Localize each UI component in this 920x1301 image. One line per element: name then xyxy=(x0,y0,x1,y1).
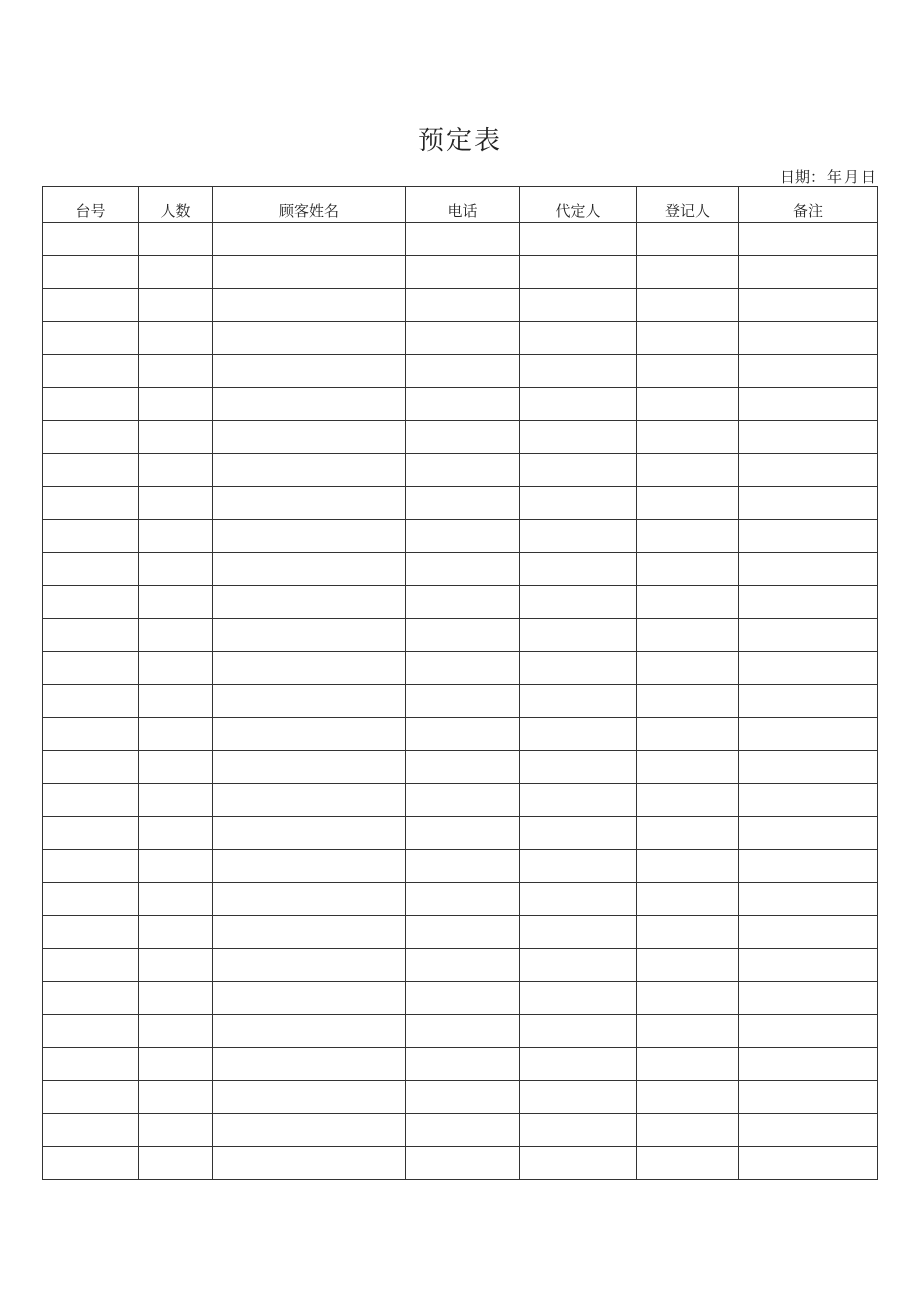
booked-by-cell[interactable] xyxy=(520,718,637,751)
table-number-cell[interactable] xyxy=(43,982,139,1015)
booked-by-cell[interactable] xyxy=(520,388,637,421)
phone-cell[interactable] xyxy=(406,355,520,388)
table-number-cell[interactable] xyxy=(43,1081,139,1114)
column-header-remarks: 备注 xyxy=(739,187,878,223)
remarks-cell[interactable] xyxy=(739,586,878,619)
registered-by-cell[interactable] xyxy=(637,355,739,388)
customer-name-cell[interactable] xyxy=(213,1015,406,1048)
party-size-cell[interactable] xyxy=(139,685,213,718)
party-size-cell[interactable] xyxy=(139,1147,213,1180)
remarks-cell[interactable] xyxy=(739,454,878,487)
table-row xyxy=(43,256,878,289)
phone-cell[interactable] xyxy=(406,1081,520,1114)
remarks-cell[interactable] xyxy=(739,685,878,718)
registered-by-cell[interactable] xyxy=(637,256,739,289)
table-number-cell[interactable] xyxy=(43,553,139,586)
customer-name-cell[interactable] xyxy=(213,982,406,1015)
party-size-cell[interactable] xyxy=(139,322,213,355)
registered-by-cell[interactable] xyxy=(637,916,739,949)
table-number-cell[interactable] xyxy=(43,520,139,553)
party-size-cell[interactable] xyxy=(139,487,213,520)
remarks-cell[interactable] xyxy=(739,256,878,289)
table-number-cell[interactable] xyxy=(43,487,139,520)
table-number-cell[interactable] xyxy=(43,388,139,421)
table-row xyxy=(43,652,878,685)
phone-cell[interactable] xyxy=(406,1048,520,1081)
phone-cell[interactable] xyxy=(406,718,520,751)
table-row xyxy=(43,949,878,982)
table-row xyxy=(43,289,878,322)
remarks-cell[interactable] xyxy=(739,652,878,685)
customer-name-cell[interactable] xyxy=(213,1114,406,1147)
table-header-row xyxy=(43,187,878,223)
remarks-cell[interactable] xyxy=(739,850,878,883)
registered-by-cell[interactable] xyxy=(637,421,739,454)
phone-cell[interactable] xyxy=(406,1114,520,1147)
booked-by-cell[interactable] xyxy=(520,487,637,520)
column-header-table-number: 台号 xyxy=(43,187,139,223)
registered-by-cell[interactable] xyxy=(637,223,739,256)
party-size-cell[interactable] xyxy=(139,1048,213,1081)
booked-by-cell[interactable] xyxy=(520,1081,637,1114)
remarks-cell[interactable] xyxy=(739,355,878,388)
phone-cell[interactable] xyxy=(406,652,520,685)
phone-cell[interactable] xyxy=(406,883,520,916)
phone-cell[interactable] xyxy=(406,454,520,487)
booked-by-cell[interactable] xyxy=(520,421,637,454)
registered-by-cell[interactable] xyxy=(637,487,739,520)
column-header-customer-name: 顾客姓名 xyxy=(213,187,406,223)
customer-name-cell[interactable] xyxy=(213,1081,406,1114)
table-row xyxy=(43,982,878,1015)
remarks-cell[interactable] xyxy=(739,487,878,520)
party-size-cell[interactable] xyxy=(139,817,213,850)
remarks-cell[interactable] xyxy=(739,1048,878,1081)
column-header-registered-by: 登记人 xyxy=(637,187,739,223)
table-row xyxy=(43,322,878,355)
remarks-cell[interactable] xyxy=(739,718,878,751)
registered-by-cell[interactable] xyxy=(637,718,739,751)
table-row xyxy=(43,421,878,454)
booked-by-cell[interactable] xyxy=(520,289,637,322)
party-size-cell[interactable] xyxy=(139,751,213,784)
party-size-cell[interactable] xyxy=(139,1114,213,1147)
date-year-label: 年 xyxy=(826,168,842,186)
reservation-table xyxy=(42,186,878,1180)
table-row xyxy=(43,1081,878,1114)
phone-cell[interactable] xyxy=(406,949,520,982)
remarks-cell[interactable] xyxy=(739,916,878,949)
remarks-cell[interactable] xyxy=(739,784,878,817)
phone-cell[interactable] xyxy=(406,817,520,850)
customer-name-cell[interactable] xyxy=(213,256,406,289)
table-row xyxy=(43,718,878,751)
remarks-cell[interactable] xyxy=(739,322,878,355)
customer-name-cell[interactable] xyxy=(213,289,406,322)
party-size-cell[interactable] xyxy=(139,421,213,454)
phone-cell[interactable] xyxy=(406,289,520,322)
table-number-cell[interactable] xyxy=(43,718,139,751)
party-size-cell[interactable] xyxy=(139,586,213,619)
customer-name-cell[interactable] xyxy=(213,685,406,718)
phone-cell[interactable] xyxy=(406,784,520,817)
party-size-cell[interactable] xyxy=(139,982,213,1015)
phone-cell[interactable] xyxy=(406,751,520,784)
table-number-cell[interactable] xyxy=(43,850,139,883)
phone-cell[interactable] xyxy=(406,553,520,586)
registered-by-cell[interactable] xyxy=(637,652,739,685)
customer-name-cell[interactable] xyxy=(213,916,406,949)
party-size-cell[interactable] xyxy=(139,619,213,652)
phone-cell[interactable] xyxy=(406,916,520,949)
party-size-cell[interactable] xyxy=(139,916,213,949)
table-number-cell[interactable] xyxy=(43,256,139,289)
phone-cell[interactable] xyxy=(406,685,520,718)
registered-by-cell[interactable] xyxy=(637,1081,739,1114)
remarks-cell[interactable] xyxy=(739,1015,878,1048)
registered-by-cell[interactable] xyxy=(637,1048,739,1081)
phone-cell[interactable] xyxy=(406,586,520,619)
registered-by-cell[interactable] xyxy=(637,883,739,916)
booked-by-cell[interactable] xyxy=(520,586,637,619)
phone-cell[interactable] xyxy=(406,619,520,652)
registered-by-cell[interactable] xyxy=(637,949,739,982)
remarks-cell[interactable] xyxy=(739,751,878,784)
table-row xyxy=(43,1147,878,1180)
party-size-cell[interactable] xyxy=(139,1015,213,1048)
table-number-cell[interactable] xyxy=(43,454,139,487)
booked-by-cell[interactable] xyxy=(520,883,637,916)
remarks-cell[interactable] xyxy=(739,883,878,916)
remarks-cell[interactable] xyxy=(739,1081,878,1114)
table-row xyxy=(43,619,878,652)
customer-name-cell[interactable] xyxy=(213,850,406,883)
customer-name-cell[interactable] xyxy=(213,553,406,586)
table-number-cell[interactable] xyxy=(43,1048,139,1081)
registered-by-cell[interactable] xyxy=(637,289,739,322)
table-number-cell[interactable] xyxy=(43,355,139,388)
table-number-cell[interactable] xyxy=(43,1015,139,1048)
date-line xyxy=(778,166,876,187)
party-size-cell[interactable] xyxy=(139,883,213,916)
remarks-cell[interactable] xyxy=(739,553,878,586)
table-row xyxy=(43,883,878,916)
table-row xyxy=(43,487,878,520)
phone-cell[interactable] xyxy=(406,256,520,289)
column-header-booked-by: 代定人 xyxy=(520,187,637,223)
table-body xyxy=(43,223,878,1180)
booked-by-cell[interactable] xyxy=(520,949,637,982)
table-number-cell[interactable] xyxy=(43,289,139,322)
party-size-cell[interactable] xyxy=(139,1081,213,1114)
table-row xyxy=(43,784,878,817)
booked-by-cell[interactable] xyxy=(520,1015,637,1048)
table-number-cell[interactable] xyxy=(43,751,139,784)
remarks-cell[interactable] xyxy=(739,289,878,322)
booked-by-cell[interactable] xyxy=(520,850,637,883)
party-size-cell[interactable] xyxy=(139,652,213,685)
column-header-phone: 电话 xyxy=(406,187,520,223)
registered-by-cell[interactable] xyxy=(637,817,739,850)
table-row xyxy=(43,751,878,784)
customer-name-cell[interactable] xyxy=(213,751,406,784)
phone-cell[interactable] xyxy=(406,850,520,883)
page-title: 预定表 xyxy=(417,126,502,156)
table-number-cell[interactable] xyxy=(43,883,139,916)
table-row xyxy=(43,1048,878,1081)
booked-by-cell[interactable] xyxy=(520,1114,637,1147)
phone-cell[interactable] xyxy=(406,223,520,256)
party-size-cell[interactable] xyxy=(139,949,213,982)
registered-by-cell[interactable] xyxy=(637,685,739,718)
booked-by-cell[interactable] xyxy=(520,784,637,817)
customer-name-cell[interactable] xyxy=(213,784,406,817)
booked-by-cell[interactable] xyxy=(520,619,637,652)
party-size-cell[interactable] xyxy=(139,718,213,751)
table-number-cell[interactable] xyxy=(43,223,139,256)
registered-by-cell[interactable] xyxy=(637,388,739,421)
booked-by-cell[interactable] xyxy=(520,520,637,553)
phone-cell[interactable] xyxy=(406,1015,520,1048)
customer-name-cell[interactable] xyxy=(213,883,406,916)
customer-name-cell[interactable] xyxy=(213,1147,406,1180)
phone-cell[interactable] xyxy=(406,1147,520,1180)
remarks-cell[interactable] xyxy=(739,619,878,652)
registered-by-cell[interactable] xyxy=(637,751,739,784)
registered-by-cell[interactable] xyxy=(637,1015,739,1048)
customer-name-cell[interactable] xyxy=(213,652,406,685)
party-size-cell[interactable] xyxy=(139,454,213,487)
registered-by-cell[interactable] xyxy=(637,619,739,652)
party-size-cell[interactable] xyxy=(139,553,213,586)
table-number-cell[interactable] xyxy=(43,586,139,619)
booked-by-cell[interactable] xyxy=(520,322,637,355)
table-row xyxy=(43,454,878,487)
phone-cell[interactable] xyxy=(406,487,520,520)
remarks-cell[interactable] xyxy=(739,520,878,553)
party-size-cell[interactable] xyxy=(139,520,213,553)
customer-name-cell[interactable] xyxy=(213,355,406,388)
booked-by-cell[interactable] xyxy=(520,916,637,949)
customer-name-cell[interactable] xyxy=(213,322,406,355)
table-number-cell[interactable] xyxy=(43,1114,139,1147)
remarks-cell[interactable] xyxy=(739,1114,878,1147)
customer-name-cell[interactable] xyxy=(213,619,406,652)
booked-by-cell[interactable] xyxy=(520,223,637,256)
booked-by-cell[interactable] xyxy=(520,256,637,289)
party-size-cell[interactable] xyxy=(139,784,213,817)
table-number-cell[interactable] xyxy=(43,1147,139,1180)
table-row xyxy=(43,1015,878,1048)
booked-by-cell[interactable] xyxy=(520,982,637,1015)
table-row xyxy=(43,850,878,883)
registered-by-cell[interactable] xyxy=(637,586,739,619)
table-number-cell[interactable] xyxy=(43,322,139,355)
registered-by-cell[interactable] xyxy=(637,982,739,1015)
booked-by-cell[interactable] xyxy=(520,685,637,718)
table-row xyxy=(43,586,878,619)
remarks-cell[interactable] xyxy=(739,817,878,850)
column-header-party-size: 人数 xyxy=(139,187,213,223)
table-number-cell[interactable] xyxy=(43,916,139,949)
phone-cell[interactable] xyxy=(406,421,520,454)
table-number-cell[interactable] xyxy=(43,619,139,652)
table-row xyxy=(43,916,878,949)
registered-by-cell[interactable] xyxy=(637,850,739,883)
party-size-cell[interactable] xyxy=(139,355,213,388)
party-size-cell[interactable] xyxy=(139,256,213,289)
customer-name-cell[interactable] xyxy=(213,586,406,619)
date-month-label: 月 xyxy=(843,168,859,186)
table-row xyxy=(43,685,878,718)
phone-cell[interactable] xyxy=(406,520,520,553)
phone-cell[interactable] xyxy=(406,388,520,421)
customer-name-cell[interactable] xyxy=(213,520,406,553)
party-size-cell[interactable] xyxy=(139,289,213,322)
phone-cell[interactable] xyxy=(406,982,520,1015)
table-number-cell[interactable] xyxy=(43,817,139,850)
customer-name-cell[interactable] xyxy=(213,388,406,421)
table-row xyxy=(43,1114,878,1147)
customer-name-cell[interactable] xyxy=(213,487,406,520)
table-number-cell[interactable] xyxy=(43,949,139,982)
party-size-cell[interactable] xyxy=(139,223,213,256)
date-day-label: 日 xyxy=(860,168,876,186)
table-row xyxy=(43,817,878,850)
booked-by-cell[interactable] xyxy=(520,817,637,850)
remarks-cell[interactable] xyxy=(739,1147,878,1180)
party-size-cell[interactable] xyxy=(139,850,213,883)
registered-by-cell[interactable] xyxy=(637,1147,739,1180)
registered-by-cell[interactable] xyxy=(637,454,739,487)
customer-name-cell[interactable] xyxy=(213,421,406,454)
booked-by-cell[interactable] xyxy=(520,355,637,388)
table-number-cell[interactable] xyxy=(43,652,139,685)
remarks-cell[interactable] xyxy=(739,421,878,454)
table-row xyxy=(43,388,878,421)
customer-name-cell[interactable] xyxy=(213,718,406,751)
customer-name-cell[interactable] xyxy=(213,454,406,487)
remarks-cell[interactable] xyxy=(739,982,878,1015)
customer-name-cell[interactable] xyxy=(213,223,406,256)
booked-by-cell[interactable] xyxy=(520,1048,637,1081)
remarks-cell[interactable] xyxy=(739,388,878,421)
registered-by-cell[interactable] xyxy=(637,1114,739,1147)
table-row xyxy=(43,355,878,388)
table-row xyxy=(43,520,878,553)
customer-name-cell[interactable] xyxy=(213,817,406,850)
table-row xyxy=(43,553,878,586)
table-number-cell[interactable] xyxy=(43,685,139,718)
registered-by-cell[interactable] xyxy=(637,553,739,586)
booked-by-cell[interactable] xyxy=(520,1147,637,1180)
booked-by-cell[interactable] xyxy=(520,553,637,586)
booked-by-cell[interactable] xyxy=(520,751,637,784)
customer-name-cell[interactable] xyxy=(213,949,406,982)
registered-by-cell[interactable] xyxy=(637,520,739,553)
booked-by-cell[interactable] xyxy=(520,454,637,487)
booked-by-cell[interactable] xyxy=(520,652,637,685)
customer-name-cell[interactable] xyxy=(213,1048,406,1081)
remarks-cell[interactable] xyxy=(739,949,878,982)
date-label: 日期： xyxy=(779,168,825,186)
party-size-cell[interactable] xyxy=(139,388,213,421)
phone-cell[interactable] xyxy=(406,322,520,355)
registered-by-cell[interactable] xyxy=(637,784,739,817)
table-number-cell[interactable] xyxy=(43,784,139,817)
registered-by-cell[interactable] xyxy=(637,322,739,355)
remarks-cell[interactable] xyxy=(739,223,878,256)
table-number-cell[interactable] xyxy=(43,421,139,454)
table-row xyxy=(43,223,878,256)
